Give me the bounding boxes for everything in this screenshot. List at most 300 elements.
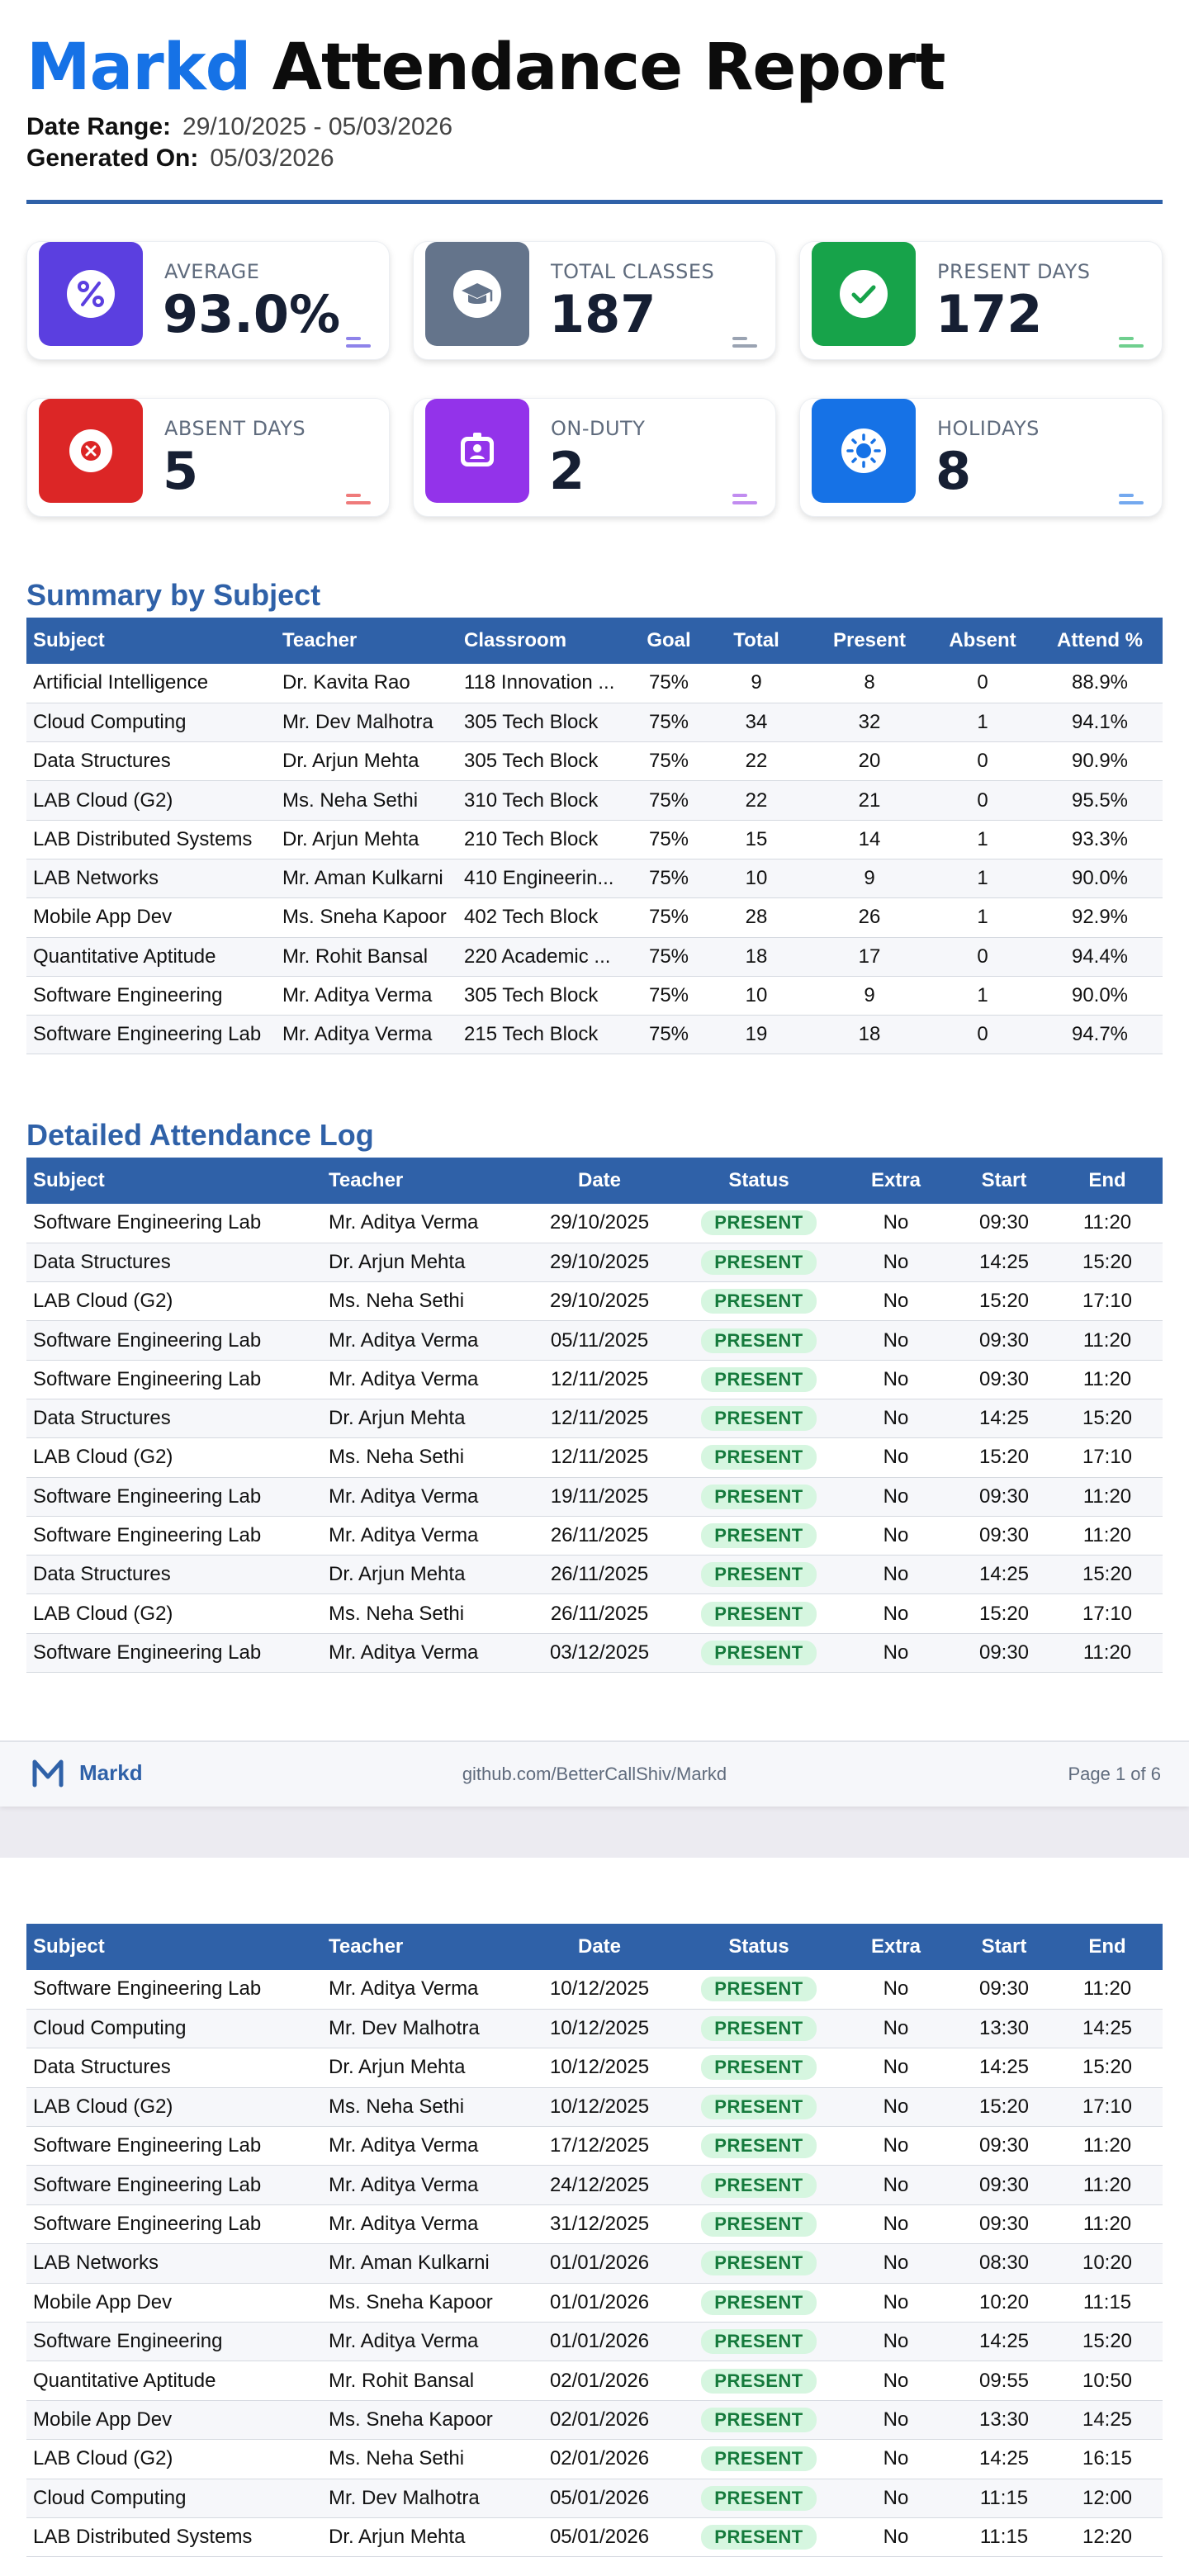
table-cell: 14:25 [956, 1399, 1052, 1437]
table-cell: No [836, 1633, 956, 1672]
table-cell: No [836, 1399, 956, 1437]
table-cell: 11:15 [956, 2517, 1052, 2556]
table-cell: 15:20 [1052, 2048, 1163, 2087]
table-cell: Ms. Neha Sethi [322, 2440, 517, 2479]
status-badge: PRESENT [701, 1523, 816, 1548]
status-badge: PRESENT [701, 1328, 816, 1353]
table-cell: 02/01/2026 [517, 2440, 682, 2479]
table-cell: Mr. Aditya Verma [276, 976, 457, 1015]
table-row [26, 2009, 1163, 2048]
table-cell [682, 2166, 836, 2204]
table-cell: Software Engineering [26, 2323, 322, 2361]
table-cell: 09:30 [956, 1360, 1052, 1399]
log-title: Detailed Attendance Log [26, 1118, 374, 1152]
table-cell [682, 1477, 836, 1516]
table-cell: 0 [928, 937, 1037, 976]
table-cell: 17:10 [1052, 2087, 1163, 2126]
table-cell: 14:25 [956, 2323, 1052, 2361]
stat-value: 172 [936, 284, 1043, 344]
status-badge: PRESENT [701, 1602, 816, 1627]
stat-label: ABSENT DAYS [164, 417, 306, 440]
table-cell: 0 [928, 1016, 1037, 1054]
table-row [26, 1243, 1163, 1281]
table-row [26, 1399, 1163, 1437]
table-cell: 9 [811, 859, 928, 897]
table-cell [682, 1556, 836, 1594]
table-cell: No [836, 2244, 956, 2283]
table-cell: Cloud Computing [26, 703, 276, 741]
status-badge: PRESENT [701, 1641, 816, 1665]
table-cell: LAB Cloud (G2) [26, 1438, 322, 1477]
table-row [26, 2400, 1163, 2439]
table-cell [682, 1970, 836, 2009]
status-badge: PRESENT [701, 1562, 816, 1587]
table-cell: Software Engineering Lab [26, 1516, 322, 1555]
column-header: Teacher [322, 1924, 517, 1970]
table-cell: 9 [702, 664, 811, 703]
table-cell: 11:20 [1052, 1477, 1163, 1516]
status-badge: PRESENT [701, 2408, 816, 2432]
table-cell: Software Engineering Lab [26, 1360, 322, 1399]
status-badge: PRESENT [701, 1289, 816, 1314]
id-badge-icon [425, 399, 529, 503]
column-header: Extra [836, 1158, 956, 1204]
table-row [26, 2440, 1163, 2479]
table-row [26, 2361, 1163, 2400]
table-cell: Mr. Aditya Verma [322, 1204, 517, 1243]
footer-repo-link[interactable]: github.com/BetterCallShiv/Markd [462, 1764, 727, 1784]
table-cell: 75% [636, 742, 702, 781]
table-cell: Software Engineering Lab [26, 1633, 322, 1672]
table-cell: No [836, 2361, 956, 2400]
status-badge: PRESENT [701, 1445, 816, 1470]
table-cell [682, 1321, 836, 1360]
table-cell: 10:20 [1052, 2244, 1163, 2283]
table-cell: Mr. Aditya Verma [322, 2323, 517, 2361]
table-cell: 15:20 [1052, 1399, 1163, 1437]
table-cell [682, 2361, 836, 2400]
date-range-label: Date Range: [26, 113, 172, 140]
table-cell: Ms. Sneha Kapoor [322, 2283, 517, 2322]
table-cell: Mobile App Dev [26, 898, 276, 937]
table-cell: 09:30 [956, 1204, 1052, 1243]
status-badge: PRESENT [701, 1406, 816, 1431]
table-cell: No [836, 2283, 956, 2322]
table-cell: No [836, 2440, 956, 2479]
status-badge: PRESENT [701, 2290, 816, 2315]
table-cell: No [836, 2009, 956, 2048]
table-cell: 11:20 [1052, 2204, 1163, 2243]
table-cell: 310 Tech Block [457, 781, 636, 820]
table-cell: Mr. Aditya Verma [322, 1970, 517, 2009]
table-cell: 20 [811, 742, 928, 781]
table-cell: 09:30 [956, 1633, 1052, 1672]
table-cell: Dr. Arjun Mehta [276, 820, 457, 859]
table-cell: LAB Networks [26, 859, 276, 897]
stat-card-holidays [799, 398, 1163, 517]
table-cell: 14:25 [956, 1243, 1052, 1281]
table-cell: Mr. Aditya Verma [322, 2204, 517, 2243]
table-cell: Software Engineering Lab [26, 1477, 322, 1516]
table-cell: 05/01/2026 [517, 2517, 682, 2556]
table-cell: Data Structures [26, 1399, 322, 1437]
table-cell [682, 2127, 836, 2166]
table-cell: 17:10 [1052, 1438, 1163, 1477]
table-row [26, 859, 1163, 897]
table-row [26, 820, 1163, 859]
table-cell: LAB Distributed Systems [26, 820, 276, 859]
table-cell: LAB Cloud (G2) [26, 1594, 322, 1633]
table-row [26, 1282, 1163, 1321]
page-number: Page 1 of 6 [1068, 1764, 1161, 1784]
table-cell: Mr. Aditya Verma [322, 1321, 517, 1360]
title-text: Attendance Report [272, 31, 945, 105]
table-row [26, 664, 1163, 703]
status-badge: PRESENT [701, 2369, 816, 2394]
footer-brand: Markd [79, 1760, 143, 1785]
table-cell: No [836, 1243, 956, 1281]
log-header-row [26, 1924, 1163, 1970]
table-cell: 17:10 [1052, 1282, 1163, 1321]
table-row [26, 1360, 1163, 1399]
table-cell: 305 Tech Block [457, 976, 636, 1015]
column-header: Date [517, 1924, 682, 1970]
table-cell: No [836, 2204, 956, 2243]
table-row [26, 781, 1163, 820]
column-header: Date [517, 1158, 682, 1204]
table-cell [682, 1633, 836, 1672]
table-cell: 1 [928, 859, 1037, 897]
table-row [26, 2323, 1163, 2361]
table-cell: Ms. Neha Sethi [322, 2087, 517, 2126]
column-header: Subject [26, 1158, 322, 1204]
status-badge: PRESENT [701, 2212, 816, 2237]
table-cell [682, 2087, 836, 2126]
table-cell: 8 [811, 664, 928, 703]
stat-accent [346, 490, 371, 504]
table-cell: 14:25 [956, 2440, 1052, 2479]
table-cell: No [836, 2400, 956, 2439]
stat-label: HOLIDAYS [937, 417, 1040, 440]
table-cell: No [836, 1321, 956, 1360]
table-cell: 14:25 [956, 1556, 1052, 1594]
table-cell: 14:25 [1052, 2400, 1163, 2439]
table-cell: 22 [702, 742, 811, 781]
table-row [26, 2127, 1163, 2166]
table-cell: 11:20 [1052, 2127, 1163, 2166]
table-cell [682, 2479, 836, 2517]
table-cell [682, 2244, 836, 2283]
table-cell [682, 1204, 836, 1243]
table-cell: Dr. Arjun Mehta [322, 2048, 517, 2087]
table-cell: Mr. Aditya Verma [322, 2166, 517, 2204]
table-cell: 305 Tech Block [457, 742, 636, 781]
generated-on-label: Generated On: [26, 144, 199, 172]
table-cell: 10/12/2025 [517, 2048, 682, 2087]
table-cell: Data Structures [26, 1243, 322, 1281]
brand-name: Markd [26, 31, 251, 105]
table-cell: Ms. Neha Sethi [276, 781, 457, 820]
status-badge: PRESENT [701, 1367, 816, 1392]
column-header: Teacher [276, 618, 457, 664]
table-cell: 215 Tech Block [457, 1016, 636, 1054]
summary-table [26, 618, 1163, 1054]
table-cell: 08:30 [956, 2244, 1052, 2283]
column-header: Goal [636, 618, 702, 664]
table-cell: 11:20 [1052, 1321, 1163, 1360]
table-cell: Dr. Arjun Mehta [322, 1243, 517, 1281]
stat-accent [346, 333, 371, 348]
table-cell: Mr. Aditya Verma [276, 1016, 457, 1054]
summary-header-row [26, 618, 1163, 664]
table-cell: Data Structures [26, 2048, 322, 2087]
table-cell: Software Engineering [26, 976, 276, 1015]
table-row [26, 937, 1163, 976]
header-divider [26, 200, 1163, 204]
table-cell: 21 [811, 781, 928, 820]
table-cell: No [836, 1516, 956, 1555]
table-cell: No [836, 2323, 956, 2361]
table-cell: Software Engineering Lab [26, 1204, 322, 1243]
attendance-log-table-continued [26, 1924, 1163, 2557]
table-cell: 14:25 [1052, 2009, 1163, 2048]
table-cell: 32 [811, 703, 928, 741]
table-row [26, 742, 1163, 781]
table-cell: 88.9% [1037, 664, 1163, 703]
table-cell: Software Engineering Lab [26, 2166, 322, 2204]
table-cell [682, 2440, 836, 2479]
table-cell: 02/01/2026 [517, 2400, 682, 2439]
table-cell: 15:20 [1052, 1243, 1163, 1281]
table-cell: 9 [811, 976, 928, 1015]
status-badge: PRESENT [701, 2486, 816, 2511]
table-cell: 15:20 [956, 1438, 1052, 1477]
column-header: Absent [928, 618, 1037, 664]
table-cell [682, 2517, 836, 2556]
table-cell: 75% [636, 781, 702, 820]
table-cell: No [836, 1282, 956, 1321]
check-circle-icon [812, 242, 916, 346]
table-cell: Software Engineering Lab [26, 1321, 322, 1360]
summary-body [26, 664, 1163, 1054]
table-cell: 26/11/2025 [517, 1594, 682, 1633]
table-cell: 34 [702, 703, 811, 741]
table-cell: 75% [636, 820, 702, 859]
table-cell: 17:10 [1052, 1594, 1163, 1633]
table-cell: Mr. Rohit Bansal [322, 2361, 517, 2400]
table-cell: Cloud Computing [26, 2479, 322, 2517]
table-cell: 15:20 [956, 2087, 1052, 2126]
table-cell: 09:30 [956, 1970, 1052, 2009]
table-row [26, 1633, 1163, 1672]
table-row [26, 1016, 1163, 1054]
table-cell: LAB Cloud (G2) [26, 781, 276, 820]
report-header [26, 25, 1163, 173]
table-cell: 26/11/2025 [517, 1556, 682, 1594]
column-header: Classroom [457, 618, 636, 664]
table-cell: 17 [811, 937, 928, 976]
table-cell: 90.0% [1037, 976, 1163, 1015]
table-cell: Software Engineering Lab [26, 1970, 322, 2009]
table-cell: 11:20 [1052, 1204, 1163, 1243]
table-cell: 75% [636, 976, 702, 1015]
table-cell: 17/12/2025 [517, 2127, 682, 2166]
table-cell: 26 [811, 898, 928, 937]
stat-accent [1119, 333, 1144, 348]
table-cell: No [836, 1360, 956, 1399]
stat-label: ON-DUTY [551, 417, 646, 440]
table-row [26, 1477, 1163, 1516]
table-cell: Artificial Intelligence [26, 664, 276, 703]
column-header: Attend % [1037, 618, 1163, 664]
log-body [26, 1204, 1163, 1673]
stat-value: 93.0% [163, 284, 341, 344]
table-cell: 11:20 [1052, 1360, 1163, 1399]
table-row [26, 898, 1163, 937]
table-row [26, 1556, 1163, 1594]
table-cell: 19/11/2025 [517, 1477, 682, 1516]
table-cell: 92.9% [1037, 898, 1163, 937]
table-row [26, 1438, 1163, 1477]
status-badge: PRESENT [701, 1977, 816, 2001]
table-cell: 13:30 [956, 2400, 1052, 2439]
graduation-cap-icon [425, 242, 529, 346]
table-cell: 75% [636, 1016, 702, 1054]
table-cell: 94.7% [1037, 1016, 1163, 1054]
table-row [26, 1970, 1163, 2009]
stat-label: PRESENT DAYS [937, 260, 1091, 283]
table-cell: No [836, 1970, 956, 2009]
table-cell [682, 1594, 836, 1633]
table-cell: 210 Tech Block [457, 820, 636, 859]
table-cell: 15:20 [1052, 1556, 1163, 1594]
report-page-2 [0, 1858, 1189, 2576]
log-body [26, 1970, 1163, 2557]
table-cell: 75% [636, 859, 702, 897]
status-badge: PRESENT [701, 2016, 816, 2041]
table-cell [682, 2048, 836, 2087]
table-cell: Mr. Aman Kulkarni [322, 2244, 517, 2283]
table-cell: 09:55 [956, 2361, 1052, 2400]
table-cell: 14:25 [956, 2048, 1052, 2087]
table-cell: 10/12/2025 [517, 2087, 682, 2126]
stat-card-on-duty [413, 398, 776, 517]
table-cell: LAB Cloud (G2) [26, 1282, 322, 1321]
table-cell: 12/11/2025 [517, 1399, 682, 1437]
table-cell: 29/10/2025 [517, 1243, 682, 1281]
table-row [26, 2244, 1163, 2283]
table-cell: No [836, 1477, 956, 1516]
table-cell: Ms. Sneha Kapoor [322, 2400, 517, 2439]
stat-accent [732, 333, 757, 348]
table-cell: 05/11/2025 [517, 1321, 682, 1360]
table-row [26, 703, 1163, 741]
table-cell: 12:20 [1052, 2517, 1163, 2556]
table-cell: 12/11/2025 [517, 1360, 682, 1399]
table-cell: Software Engineering Lab [26, 2204, 322, 2243]
table-cell: 0 [928, 664, 1037, 703]
table-row [26, 1516, 1163, 1555]
table-row [26, 2048, 1163, 2087]
table-cell: LAB Networks [26, 2244, 322, 2283]
table-cell [682, 1399, 836, 1437]
table-cell [682, 2009, 836, 2048]
table-cell: 11:15 [1052, 2283, 1163, 2322]
table-cell: Data Structures [26, 742, 276, 781]
table-cell: 0 [928, 742, 1037, 781]
stat-card-absent-days [26, 398, 390, 517]
table-row [26, 976, 1163, 1015]
attendance-log-table [26, 1158, 1163, 1673]
table-cell: 15:20 [956, 1282, 1052, 1321]
table-cell: LAB Distributed Systems [26, 2517, 322, 2556]
table-cell: Dr. Arjun Mehta [322, 1399, 517, 1437]
table-cell: 29/10/2025 [517, 1282, 682, 1321]
date-range-value: 29/10/2025 - 05/03/2026 [182, 113, 452, 140]
table-cell [682, 2283, 836, 2322]
report-title [26, 25, 1163, 111]
table-cell: 220 Academic ... [457, 937, 636, 976]
table-cell: 29/10/2025 [517, 1204, 682, 1243]
sun-icon [812, 399, 916, 503]
table-cell: 15:20 [1052, 2323, 1163, 2361]
status-badge: PRESENT [701, 2055, 816, 2080]
table-row [26, 2087, 1163, 2126]
table-cell: Mr. Dev Malhotra [322, 2009, 517, 2048]
table-cell: 09:30 [956, 1321, 1052, 1360]
table-cell: 12/11/2025 [517, 1438, 682, 1477]
table-cell: Mr. Aman Kulkarni [276, 859, 457, 897]
table-cell: 26/11/2025 [517, 1516, 682, 1555]
table-cell: LAB Cloud (G2) [26, 2440, 322, 2479]
table-row [26, 1594, 1163, 1633]
table-cell: 11:20 [1052, 1970, 1163, 2009]
table-cell: No [836, 2517, 956, 2556]
generated-on [26, 144, 1163, 173]
table-cell [682, 1438, 836, 1477]
table-cell: Quantitative Aptitude [26, 2361, 322, 2400]
log-header-row [26, 1158, 1163, 1204]
generated-on-value: 05/03/2026 [210, 144, 334, 172]
table-cell: 118 Innovation ... [457, 664, 636, 703]
table-cell: 1 [928, 976, 1037, 1015]
table-row [26, 2204, 1163, 2243]
column-header: Start [956, 1158, 1052, 1204]
table-cell: 15 [702, 820, 811, 859]
table-cell [682, 1243, 836, 1281]
table-cell: No [836, 2127, 956, 2166]
stat-card-average [26, 241, 390, 360]
table-cell: 93.3% [1037, 820, 1163, 859]
table-cell: No [836, 1556, 956, 1594]
table-cell: Mr. Dev Malhotra [322, 2479, 517, 2517]
table-cell: 09:30 [956, 2127, 1052, 2166]
table-cell: 10:50 [1052, 2361, 1163, 2400]
table-cell: 16:15 [1052, 2440, 1163, 2479]
status-badge: PRESENT [701, 2329, 816, 2354]
column-header: Total [702, 618, 811, 664]
table-cell: 10 [702, 976, 811, 1015]
table-cell: No [836, 2479, 956, 2517]
table-cell: 1 [928, 898, 1037, 937]
table-cell: 31/12/2025 [517, 2204, 682, 2243]
stat-value: 8 [936, 441, 972, 501]
table-cell: Cloud Computing [26, 2009, 322, 2048]
status-badge: PRESENT [701, 2251, 816, 2275]
stat-card-present-days [799, 241, 1163, 360]
table-cell: Mr. Aditya Verma [322, 1360, 517, 1399]
table-row [26, 2517, 1163, 2556]
